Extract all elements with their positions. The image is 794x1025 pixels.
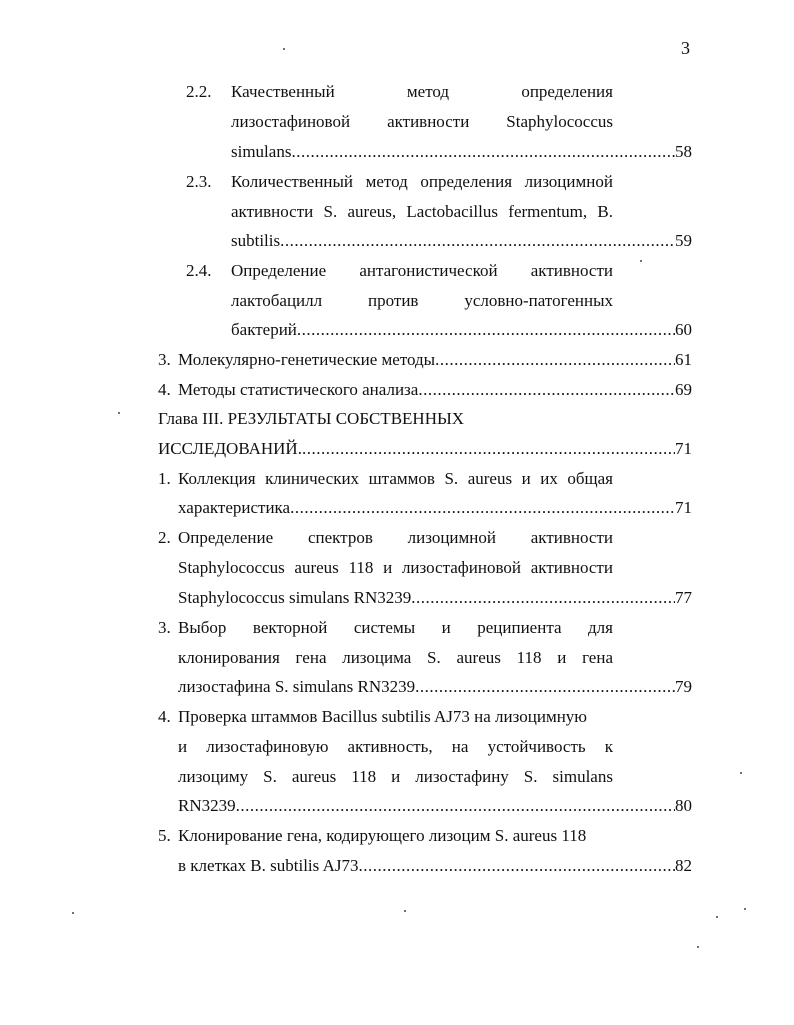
toc-entry-leader-line [231,318,692,342]
toc-entry-text: subtilis [231,231,281,250]
toc-page-number: 60 [675,320,692,339]
toc-entry-leader-line [178,586,692,610]
word: и [557,648,567,667]
word: Staphylococcus [506,112,613,131]
word: их [540,469,558,488]
word: fermentum, [508,202,588,221]
word: лизостафиновой [401,558,522,577]
word: гена [295,648,327,667]
scan-speck [640,260,642,262]
dot-leader [280,229,675,253]
dot-leader [236,794,675,818]
toc-entry-number: 4. [158,380,171,399]
scan-speck [744,908,746,910]
scan-speck [283,48,285,50]
toc-entry-leader-line [231,140,692,164]
word: Коллекция [178,469,256,488]
toc-entry-line [178,616,613,640]
word: aureus [467,469,513,488]
word: S. [323,202,338,221]
toc-entry-text: Клонирование гена, кодирующего лизоцим S. aureus 118 [178,826,587,845]
dot-leader [358,854,675,878]
toc-entry-number: 4. [158,707,171,726]
toc-entry-number: 2.2. [186,82,212,101]
word: Lactobacillus [406,202,498,221]
toc-entry-line [178,765,613,789]
word: aureus [291,767,337,786]
toc-page-number: 82 [675,856,692,875]
word: метод [406,82,450,101]
scan-speck [118,412,120,414]
toc-entry-leader-line [178,496,692,520]
chapter-heading: Глава III. РЕЗУЛЬТАТЫ СОБСТВЕННЫХ [158,409,465,428]
word: 118 [351,767,377,786]
word: Определение [231,261,327,280]
toc-entry-number: 3. [158,618,171,637]
scan-speck [72,912,74,914]
dot-leader [291,140,675,164]
toc-page-number: 79 [675,677,692,696]
scan-speck [697,946,699,948]
toc-page-number: 59 [675,231,692,250]
word: и [178,737,188,756]
word: S. [263,767,277,786]
word: антагонистической [359,261,498,280]
word: B. [597,202,613,221]
word: гена [582,648,613,667]
dot-leader [411,586,675,610]
word: aureus [294,558,339,577]
scan-speck [716,916,718,918]
word: метод [365,172,408,191]
scan-speck [404,910,406,912]
word: и [441,618,451,637]
word: 118 [348,558,374,577]
dot-leader [435,348,675,372]
toc-page-number: 77 [675,588,692,607]
toc-entry-leader-line [231,229,692,253]
toc-entry-text: бактерий [231,320,297,339]
toc-entry-line [231,170,613,194]
toc-entry-text: Методы статистического анализа [178,380,419,399]
dot-leader [297,318,675,342]
word: активности [530,528,613,547]
word: simulans [552,767,613,786]
page-number: 3 [681,38,690,58]
word: лактобацилл [231,291,323,310]
word: общая [567,469,613,488]
word: 118 [516,648,542,667]
toc-entry-leader-line [178,378,692,402]
word: S. [427,648,441,667]
word: активности [231,202,314,221]
word: и [521,469,531,488]
toc-entry-text: RN3239 [178,796,236,815]
word: и [383,558,393,577]
toc-entry-number: 2.4. [186,261,212,280]
word: Качественный [231,82,335,101]
dot-leader [290,496,675,520]
word: Staphylococcus [178,558,285,577]
toc-page-number: 71 [675,498,692,517]
word: для [587,618,613,637]
word: активности [387,112,470,131]
toc-entry-line [178,556,613,580]
toc-entry-line [231,80,613,104]
toc-entry-leader-line [178,675,692,699]
word: клинических [265,469,360,488]
word: активности [530,261,613,280]
toc-entry-leader-line [178,348,692,372]
toc-entry-number: 2.3. [186,172,212,191]
word: aureus [456,648,501,667]
word: векторной [252,618,328,637]
word: активности [530,558,613,577]
word: Определение [178,528,274,547]
word: реципиента [477,618,562,637]
toc-entry-line [178,646,613,670]
word: aureus, [347,202,397,221]
toc-page-number: 71 [675,439,692,458]
word: лизостафину [415,767,509,786]
toc-entry-text: лизостафина S. simulans RN3239 [178,677,416,696]
toc-entry-line [178,526,613,550]
word: лизостафиновую [206,737,329,756]
word: спектров [307,528,373,547]
dot-leader [415,675,675,699]
toc-entry-line [178,735,613,759]
word: штаммов [368,469,435,488]
toc-entry-text: характеристика [178,498,291,517]
toc-entry-line [178,467,613,491]
word: S. [523,767,538,786]
word: лизостафиновой [231,112,351,131]
toc-entry-leader-line [178,794,692,818]
word: системы [353,618,416,637]
toc-entry-text: Staphylococcus simulans RN3239 [178,588,412,607]
toc-entry-line [231,289,613,313]
word: активность, [347,737,433,756]
word: лизоцимной [407,528,496,547]
dot-leader [302,437,675,461]
toc-entry-number: 1. [158,469,171,488]
toc-entry-text: Проверка штаммов Bacillus subtilis AJ73 на лизоцимную [178,707,587,726]
toc-entry-line [231,200,613,224]
toc-entry-text: Молекулярно-генетические методы [178,350,436,369]
scan-speck [740,772,742,774]
toc-entry-leader-line [158,437,692,461]
word: Количественный [231,172,354,191]
toc-entry-leader-line [178,854,692,878]
word: лизоциму [178,767,249,786]
word: определения [521,82,613,101]
toc-page-number: 80 [675,796,692,815]
toc-entry-line [231,110,613,134]
toc-entry-text: в клетках B. subtilis AJ73 [178,856,359,875]
chapter-heading-text: ИССЛЕДОВАНИЙ. [158,439,302,458]
word: устойчивость [487,737,586,756]
toc-entry-number: 3. [158,350,171,369]
word: к [604,737,613,756]
toc-entry-line [231,259,613,283]
word: определения [420,172,513,191]
toc-page-number: 58 [675,142,692,161]
word: лизоцима [342,648,412,667]
toc-page-number: 61 [675,350,692,369]
toc-entry-text: simulans [231,142,292,161]
toc-page-number: 69 [675,380,692,399]
word: лизоцимной [524,172,613,191]
word: условно-патогенных [464,291,613,310]
toc-entry-number: 2. [158,528,171,547]
word: S. [444,469,459,488]
word: против [368,291,419,310]
word: клонирования [178,648,280,667]
dot-leader [418,378,675,402]
toc-entry-number: 5. [158,826,171,845]
word: и [391,767,401,786]
word: на [451,737,469,756]
word: Выбор [178,618,227,637]
